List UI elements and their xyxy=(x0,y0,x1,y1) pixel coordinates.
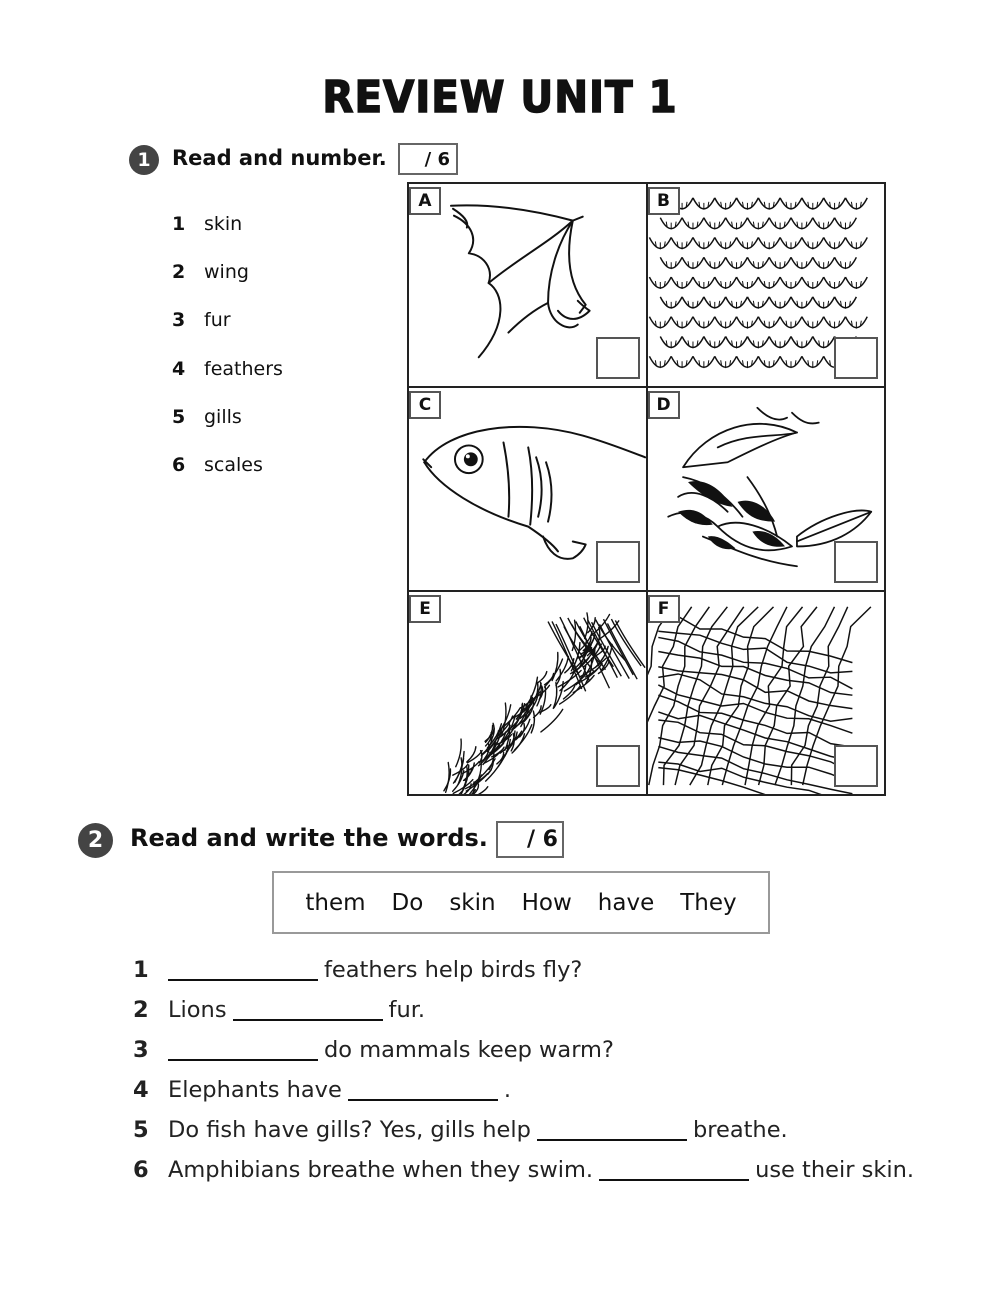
list-item xyxy=(172,200,283,248)
picture-cell-e xyxy=(408,591,647,795)
picture-grid xyxy=(407,182,886,796)
answer-box-d[interactable] xyxy=(834,541,878,583)
sentence-before: Lions xyxy=(168,997,227,1023)
answer-box-b[interactable] xyxy=(834,337,878,379)
picture-cell-f xyxy=(647,591,886,795)
sentence-number: 3 xyxy=(133,1037,149,1063)
answer-blank[interactable] xyxy=(168,1039,318,1061)
picture-letter: F xyxy=(648,595,680,623)
answer-blank[interactable] xyxy=(348,1079,498,1101)
answer-box-a[interactable] xyxy=(596,337,640,379)
sentence xyxy=(133,950,914,990)
answer-blank[interactable] xyxy=(599,1159,749,1181)
picture-letter: D xyxy=(648,391,680,419)
sentence-number: 4 xyxy=(133,1077,149,1103)
picture-letter: E xyxy=(409,595,441,623)
section2-badge: 2 xyxy=(78,823,113,858)
item-word: wing xyxy=(204,261,249,284)
item-word: gills xyxy=(204,405,242,428)
answer-box-e[interactable] xyxy=(596,745,640,787)
sentence xyxy=(133,1150,914,1190)
item-word: skin xyxy=(204,213,243,236)
item-number: 5 xyxy=(172,405,186,428)
sentence-number: 6 xyxy=(133,1157,149,1183)
page-title: REVIEW UNIT 1 xyxy=(322,72,678,123)
sentence-after: use their skin. xyxy=(755,1157,915,1183)
section1-score-box[interactable] xyxy=(398,143,458,175)
section2-score-box[interactable] xyxy=(496,821,564,858)
sentence-before: Elephants have xyxy=(168,1077,342,1103)
sentence xyxy=(133,1110,914,1150)
section1-badge: 1 xyxy=(129,145,159,175)
item-number: 2 xyxy=(172,261,186,284)
sentence-after: breathe. xyxy=(692,1117,788,1143)
answer-blank[interactable] xyxy=(168,959,318,981)
list-item xyxy=(172,296,283,344)
item-word: scales xyxy=(204,454,263,477)
word-bank-item: They xyxy=(680,889,737,916)
sentence-number: 2 xyxy=(133,997,149,1023)
sentence-before: Do fish have gills? Yes, gills help xyxy=(168,1117,531,1143)
word-bank-item: them xyxy=(305,889,366,916)
sentence-after: fur. xyxy=(388,997,426,1023)
item-number: 1 xyxy=(172,213,186,236)
picture-cell-c xyxy=(408,387,647,591)
sentence-number: 1 xyxy=(133,957,149,983)
item-number: 4 xyxy=(172,357,186,380)
picture-cell-d xyxy=(647,387,886,591)
section1-title: Read and number. xyxy=(172,146,387,170)
word-bank-item: Do xyxy=(391,889,424,916)
picture-cell-b xyxy=(647,183,886,387)
section2-score: / 6 xyxy=(526,827,558,852)
picture-cell-a xyxy=(408,183,647,387)
sentence xyxy=(133,1070,914,1110)
word-bank-item: How xyxy=(521,889,572,916)
sentence-before: Amphibians breathe when they swim. xyxy=(168,1157,594,1183)
picture-letter: A xyxy=(409,187,441,215)
sentence-list xyxy=(133,950,914,1190)
item-word: feathers xyxy=(204,357,283,380)
list-item xyxy=(172,345,283,393)
answer-blank[interactable] xyxy=(537,1119,687,1141)
section1-word-list xyxy=(172,200,283,489)
section1-score: / 6 xyxy=(424,148,450,170)
answer-box-f[interactable] xyxy=(834,745,878,787)
answer-box-c[interactable] xyxy=(596,541,640,583)
word-bank-item: have xyxy=(597,889,655,916)
list-item xyxy=(172,393,283,441)
list-item xyxy=(172,248,283,296)
list-item xyxy=(172,441,283,489)
sentence-after: do mammals keep warm? xyxy=(324,1037,614,1063)
picture-letter: C xyxy=(409,391,441,419)
answer-blank[interactable] xyxy=(233,999,383,1021)
sentence xyxy=(133,990,914,1030)
sentence-after: . xyxy=(503,1077,511,1103)
sentence-number: 5 xyxy=(133,1117,149,1143)
word-bank-item: skin xyxy=(449,889,496,916)
picture-letter: B xyxy=(648,187,680,215)
section2-title: Read and write the words. xyxy=(130,824,488,852)
word-bank xyxy=(272,871,770,934)
sentence xyxy=(133,1030,914,1070)
item-number: 6 xyxy=(172,454,186,477)
sentence-after: feathers help birds fly? xyxy=(324,957,583,983)
item-number: 3 xyxy=(172,309,186,332)
item-word: fur xyxy=(204,309,231,332)
